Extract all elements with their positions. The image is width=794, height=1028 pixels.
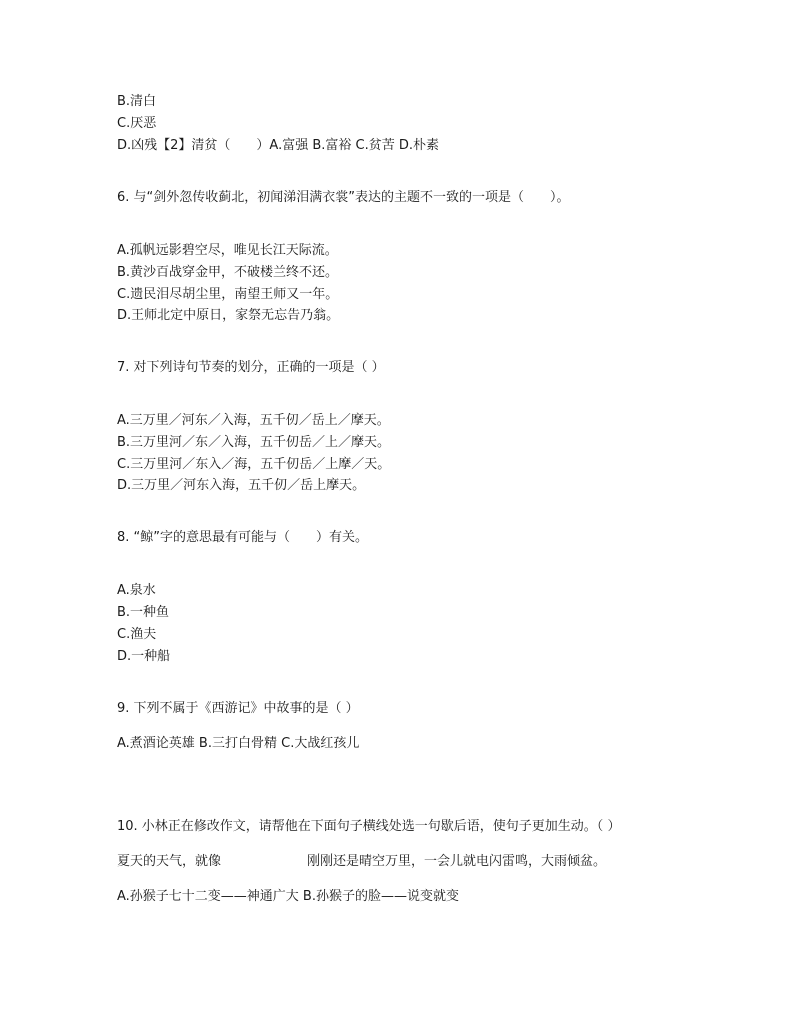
q9-stem: 9. 下列不属于《西游记》中故事的是（ ）	[117, 701, 359, 716]
q7-option-b: B.三万里河／东／入海，五千仞岳／上／摩天。	[117, 435, 391, 450]
q8-option-d: D.一种船	[117, 649, 171, 664]
q7-option-c: C.三万里河／东入／海，五千仞岳／上摩／天。	[117, 457, 391, 472]
q10-options: A.孙猴子七十二变——神通广大 B.孙猴子的脸——说变就变	[117, 889, 459, 904]
q10-sentence	[117, 853, 606, 871]
q10-sentence-after: 刚刚还是晴空万里，一会儿就电闪雷鸣，大雨倾盆。	[307, 854, 607, 869]
q6-option-a: A.孤帆远影碧空尽，唯见长江天际流。	[117, 243, 338, 258]
q10-sentence-before: 夏天的天气，就像	[117, 854, 222, 869]
q7-option-d: D.三万里／河东入海，五千仞／岳上摩天。	[117, 478, 366, 493]
q5-option-d-and-q2: D.凶残【2】清贫（ ）A.富强 B.富裕 C.贫苦 D.朴素	[117, 138, 440, 153]
q6-option-c: C.遗民泪尽胡尘里，南望王师又一年。	[117, 287, 339, 302]
q8-option-a: A.泉水	[117, 583, 156, 598]
q5-option-c: C.厌恶	[117, 116, 157, 131]
q8-option-c: C.渔夫	[117, 627, 157, 642]
q7-stem: 7. 对下列诗句节奏的划分，正确的一项是（ ）	[117, 360, 385, 375]
q10-stem: 10. 小林正在修改作文，请帮他在下面句子横线处选一句歇后语，使句子更加生动。（ ）	[117, 819, 621, 834]
q6-stem: 6. 与“剑外忽传收蓟北，初闻涕泪满衣裳”表达的主题不一致的一项是（ ）。	[117, 190, 570, 205]
q5-option-b: B.清白	[117, 94, 157, 109]
q9-options: A.煮酒论英雄 B.三打白骨精 C.大战红孩儿	[117, 736, 360, 751]
q7-option-a: A.三万里／河东／入海，五千仞／岳上／摩天。	[117, 413, 390, 428]
q6-option-d: D.王师北定中原日，家祭无忘告乃翁。	[117, 308, 340, 323]
q6-option-b: B.黄沙百战穿金甲，不破楼兰终不还。	[117, 265, 339, 280]
q8-stem: 8. “鲸”字的意思最有可能与（ ）有关。	[117, 530, 369, 545]
q8-option-b: B.一种鱼	[117, 605, 170, 620]
